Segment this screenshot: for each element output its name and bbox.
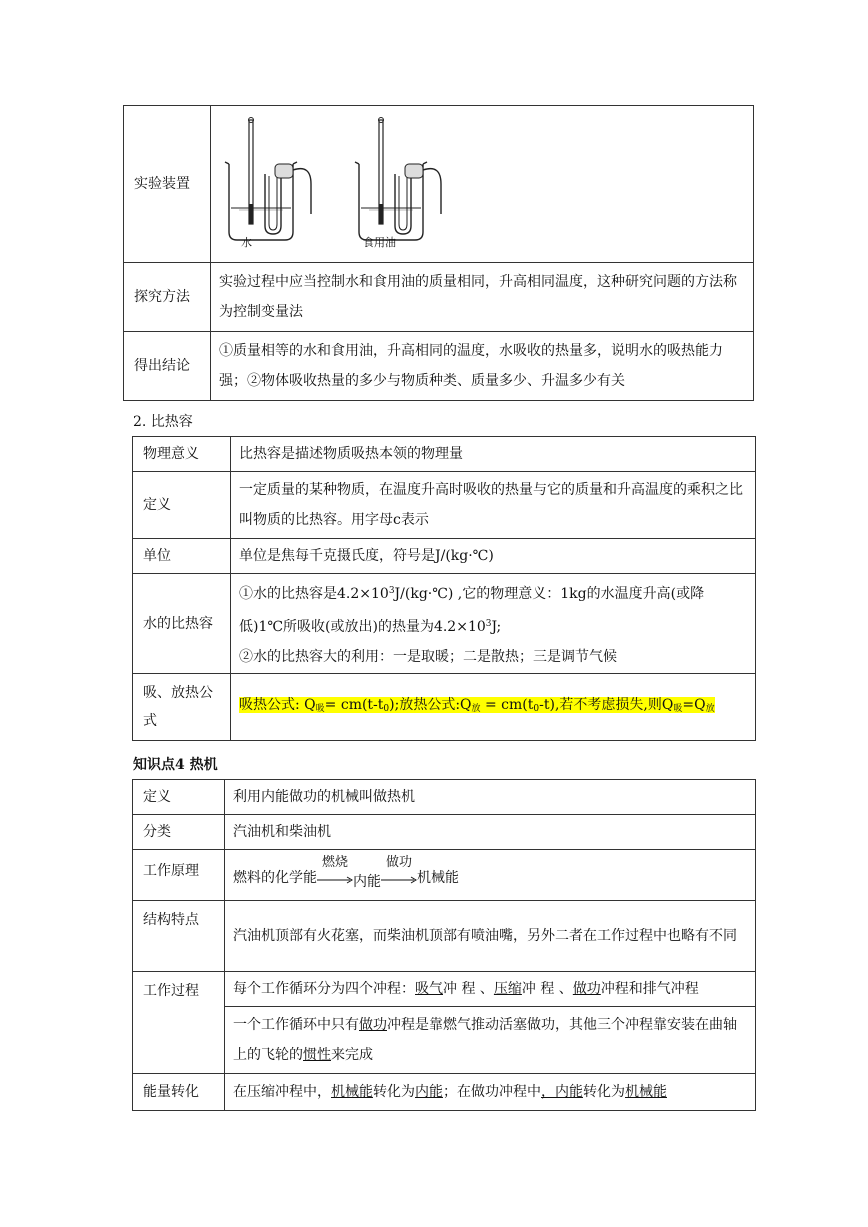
formula-text [231,674,756,741]
table-row [133,674,756,741]
row-text: 实验过程中应当控制水和食用油的质量相同，升高相同温度，这种研究问题的方法称为控制变量法 [211,263,754,332]
row-label: 吸、放热公式 [133,674,231,741]
arrow-combustion: 燃烧 [317,868,353,888]
row-text: 利用内能做功的机械叫做热机 [225,780,756,815]
table-row [133,574,756,674]
row-label: 实验装置 [124,106,211,263]
row-text: 比热容是描述物质吸热本领的物理量 [231,437,756,472]
table-row [124,263,754,332]
table-row [124,106,754,263]
table-row [133,815,756,850]
text-line: ②水的比热容大的利用：一是取暖；二是散热；三是调节气候 [239,648,617,665]
table-row [133,539,756,574]
row-label: 定义 [133,780,225,815]
table-row [133,780,756,815]
table-row [124,332,754,401]
caption-oil: 食用油 [363,236,396,249]
table-row [133,437,756,472]
arrow-work: 做功 [381,868,417,888]
table-row [133,472,756,539]
section-title: 知识点4 热机 [133,757,218,773]
apparatus-illustration-water [219,114,319,244]
row-text: 汽油机顶部有火花塞，而柴油机顶部有喷油嘴，另外二者在工作过程中也略有不同 [225,901,756,972]
experiment-table [123,105,754,401]
energy-conversion: 在压缩冲程中，机械能转化为内能；在做功冲程中，内能转化为机械能 [225,1074,756,1111]
row-label: 水的比热容 [133,574,231,674]
row-label: 探究方法 [124,263,211,332]
highlighted-formula: 吸热公式: $Q_吸= cm(t-t_0)$;放热公式$:Q_放 = cm(t_0-t)$,若不考虑损失,则$Q_吸=Q_放$ [239,697,715,714]
row-text: 汽油机和柴油机 [225,815,756,850]
row-text: 单位是焦每千克摄氏度，符号是J/(kg·℃) [231,539,756,574]
row-label: 分类 [133,815,225,850]
row-label: 定义 [133,472,231,539]
row-label: 工作过程 [133,972,225,1074]
row-label: 单位 [133,539,231,574]
row-label: 物理意义 [133,437,231,472]
process-line: 每个工作循环分为四个冲程：吸气冲 程 、压缩冲 程 、做功冲程和排气冲程 [225,972,756,1007]
heat-engine-table [132,779,756,1111]
apparatus-cell [211,106,754,263]
text-line: ①水的比热容是$4.2\times 10^3J/(kg\cdot℃)$ ,它的物理意义：1kg的水温度升高(或降 [239,585,705,602]
specific-heat-table [132,436,756,741]
caption-water: 水 [241,236,252,249]
apparatus-illustration-oil [349,114,449,244]
row-label: 能量转化 [133,1074,225,1111]
right-arrow-icon [317,876,353,884]
process-detail: 一个工作循环中只有做功冲程是靠燃气推动活塞做功，其他三个冲程靠安装在曲轴上的飞轮的惯性来完成 [225,1007,756,1074]
text-line: 低)1℃所吸收(或放出)的热量为$4.2\times 10^3J$; [239,618,502,635]
table-row [133,901,756,972]
table-row [133,850,756,901]
row-label: 工作原理 [133,850,225,901]
table-row [133,1074,756,1111]
table-row [133,1007,756,1074]
right-arrow-icon [381,876,417,884]
row-text: 一定质量的某种物质，在温度升高时吸收的热量与它的质量和升高温度的乘积之比叫物质的比热容。用字母c表示 [231,472,756,539]
energy-chain: 燃料的化学能 燃烧 内能 做功 机械能 [225,850,756,901]
water-heat-text [231,574,756,674]
section-title: 2. 比热容 [133,414,193,430]
row-label: 结构特点 [133,901,225,972]
row-text: ①质量相等的水和食用油，升高相同的温度，水吸收的热量多，说明水的吸热能力强；②物体吸收热量的多少与物质种类、质量多少、升温多少有关 [211,332,754,401]
table-row [133,972,756,1007]
row-label: 得出结论 [124,332,211,401]
